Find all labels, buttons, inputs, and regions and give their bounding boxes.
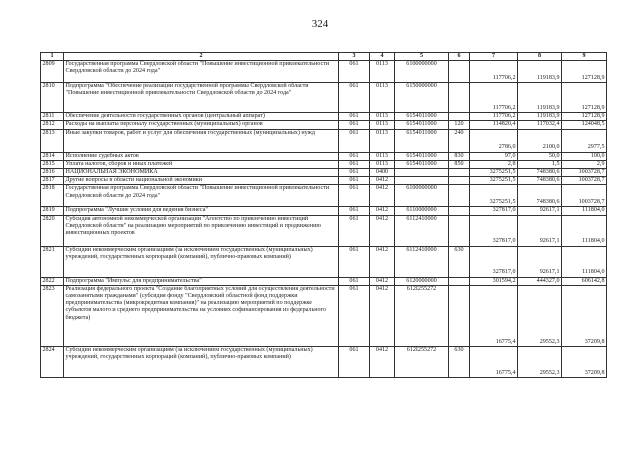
expense-type <box>449 177 470 185</box>
section-code: 0113 <box>370 129 395 152</box>
amount-year-3: 606142,8 <box>562 277 607 285</box>
section-code: 0113 <box>370 160 395 168</box>
amount-year-2: 444327,0 <box>518 277 562 285</box>
row-name: Расходы на выплаты персоналу государственных (муниципальных) органов <box>64 121 339 129</box>
target-code: 6112410000 <box>395 246 449 277</box>
amount-year-1: 3275251,5 <box>470 169 518 177</box>
amount-year-2: 119183,9 <box>518 113 562 121</box>
target-code <box>395 169 449 177</box>
section-code: 0412 <box>370 246 395 277</box>
row-number: 2822 <box>41 277 64 285</box>
target-code: 612I255272 <box>395 285 449 346</box>
amount-year-1: 117706,2 <box>470 83 518 113</box>
header-cell: 2 <box>64 53 339 61</box>
section-code: 0113 <box>370 61 395 83</box>
header-cell: 9 <box>562 53 607 61</box>
amount-year-2: 119183,9 <box>518 83 562 113</box>
row-name: Субсидии некоммерческим организациям (за исключением государственных (муниципальных) учреждений, государственных корпораций (компаний), публично-правовых компаний) <box>64 246 339 277</box>
amount-year-2: 2100,0 <box>518 129 562 152</box>
expense-type <box>449 215 470 246</box>
amount-year-3: 127128,9 <box>562 61 607 83</box>
table-row <box>41 285 607 346</box>
amount-year-2: 29552,3 <box>518 346 562 377</box>
target-code: 612I255272 <box>395 346 449 377</box>
table-row <box>41 160 607 168</box>
table-row <box>41 185 607 207</box>
table-row <box>41 169 607 177</box>
target-code: 6154011000 <box>395 152 449 160</box>
amount-year-3: 1003728,7 <box>562 177 607 185</box>
expense-type <box>449 169 470 177</box>
table-row <box>41 121 607 129</box>
expense-type <box>449 61 470 83</box>
row-number: 2823 <box>41 285 64 346</box>
amount-year-2: 748380,6 <box>518 169 562 177</box>
amount-year-1: 114820,4 <box>470 121 518 129</box>
amount-year-3: 1003728,7 <box>562 169 607 177</box>
table-row <box>41 277 607 285</box>
row-number: 2814 <box>41 152 64 160</box>
row-name: Подпрограмма "Обеспечение реализации государственной программы Свердловской области "Повышение инвестиционной привлекательности Свердловской области до 2024 года" <box>64 83 339 113</box>
admin-code: 061 <box>339 285 370 346</box>
expense-type: 120 <box>449 121 470 129</box>
section-code: 0113 <box>370 113 395 121</box>
table-row <box>41 129 607 152</box>
row-name: Другие вопросы в области национальной экономики <box>64 177 339 185</box>
row-name: Обеспечение деятельности государственных органов (центральный аппарат) <box>64 113 339 121</box>
expense-type <box>449 113 470 121</box>
amount-year-1: 97,0 <box>470 152 518 160</box>
amount-year-1: 117706,2 <box>470 113 518 121</box>
row-number: 2816 <box>41 169 64 177</box>
amount-year-3: 127128,9 <box>562 83 607 113</box>
section-code: 0412 <box>370 185 395 207</box>
section-code: 0113 <box>370 83 395 113</box>
amount-year-3: 111804,0 <box>562 215 607 246</box>
table-row <box>41 207 607 215</box>
row-name: Реализация федерального проекта "Создание благоприятных условий для осуществления деятельности самозанятыми гражданами" (субсидия фонду "Свердловский областной фонд поддержки предпринимательства (микрокредитная компания)" на реализацию мероприятий по поддержке субъектов малого и среднего предпринимательства на условиях софинансирования из федерального бюджета) <box>64 285 339 346</box>
table-row <box>41 177 607 185</box>
amount-year-1: 327817,0 <box>470 215 518 246</box>
target-code: 6120000000 <box>395 277 449 285</box>
amount-year-1: 2786,0 <box>470 129 518 152</box>
amount-year-2: 119183,9 <box>518 61 562 83</box>
table-row <box>41 346 607 377</box>
table-row <box>41 61 607 83</box>
row-number: 2813 <box>41 129 64 152</box>
header-row <box>41 53 607 61</box>
admin-code: 061 <box>339 277 370 285</box>
amount-year-2: 748380,6 <box>518 185 562 207</box>
row-number: 2811 <box>41 113 64 121</box>
amount-year-2: 92617,1 <box>518 215 562 246</box>
row-name: Субсидия автономной некоммерческой организации "Агентство по привлечению инвестиций Свердловской области" на реализацию мероприятий по привлечению инвестиций и продвижению инвестиционных проектов <box>64 215 339 246</box>
target-code: 6112410000 <box>395 215 449 246</box>
admin-code: 061 <box>339 113 370 121</box>
amount-year-1: 16775,4 <box>470 285 518 346</box>
expense-type <box>449 277 470 285</box>
expense-type <box>449 83 470 113</box>
amount-year-3: 2,9 <box>562 160 607 168</box>
section-code: 0113 <box>370 152 395 160</box>
header-cell: 1 <box>41 53 64 61</box>
amount-year-3: 124048,5 <box>562 121 607 129</box>
section-code: 0412 <box>370 346 395 377</box>
expense-type: 630 <box>449 346 470 377</box>
header-cell: 8 <box>518 53 562 61</box>
amount-year-1: 2,8 <box>470 160 518 168</box>
row-name: Подпрограмма "Лучшие условия для ведения бизнеса" <box>64 207 339 215</box>
expense-type <box>449 207 470 215</box>
admin-code: 061 <box>339 152 370 160</box>
amount-year-1: 301594,2 <box>470 277 518 285</box>
target-code <box>395 177 449 185</box>
target-code: 6110000000 <box>395 207 449 215</box>
amount-year-1: 3275251,5 <box>470 185 518 207</box>
target-code: 6150000000 <box>395 83 449 113</box>
row-number: 2819 <box>41 207 64 215</box>
row-number: 2820 <box>41 215 64 246</box>
header-cell: 6 <box>449 53 470 61</box>
row-number: 2809 <box>41 61 64 83</box>
section-code: 0113 <box>370 121 395 129</box>
amount-year-1: 3275251,5 <box>470 177 518 185</box>
section-code: 0412 <box>370 277 395 285</box>
row-name: Государственная программа Свердловской области "Повышение инвестиционной привлекательности Свердловской области до 2024 года" <box>64 185 339 207</box>
admin-code: 061 <box>339 169 370 177</box>
expense-type <box>449 285 470 346</box>
row-name: Уплата налогов, сборов и иных платежей <box>64 160 339 168</box>
amount-year-3: 2977,5 <box>562 129 607 152</box>
table-row <box>41 83 607 113</box>
row-name: Подпрограмма "Импульс для предпринимательства" <box>64 277 339 285</box>
admin-code: 061 <box>339 207 370 215</box>
amount-year-1: 117706,2 <box>470 61 518 83</box>
amount-year-3: 127128,9 <box>562 113 607 121</box>
budget-table <box>40 52 607 378</box>
amount-year-2: 1,5 <box>518 160 562 168</box>
row-name: НАЦИОНАЛЬНАЯ ЭКОНОМИКА <box>64 169 339 177</box>
row-number: 2812 <box>41 121 64 129</box>
admin-code: 061 <box>339 121 370 129</box>
section-code: 0412 <box>370 177 395 185</box>
row-number: 2821 <box>41 246 64 277</box>
expense-type: 240 <box>449 129 470 152</box>
amount-year-1: 16775,4 <box>470 346 518 377</box>
header-cell: 4 <box>370 53 395 61</box>
expense-type: 830 <box>449 152 470 160</box>
page-number: 324 <box>311 18 329 30</box>
header-cell: 7 <box>470 53 518 61</box>
table-row <box>41 152 607 160</box>
amount-year-3: 37209,8 <box>562 285 607 346</box>
amount-year-3: 111804,0 <box>562 246 607 277</box>
amount-year-3: 37209,8 <box>562 346 607 377</box>
row-number: 2824 <box>41 346 64 377</box>
header-cell: 5 <box>395 53 449 61</box>
target-code: 6154011000 <box>395 160 449 168</box>
amount-year-3: 1003728,7 <box>562 185 607 207</box>
admin-code: 061 <box>339 83 370 113</box>
row-name: Государственная программа Свердловской области "Повышение инвестиционной привлекательности Свердловской области до 2024 года" <box>64 61 339 83</box>
amount-year-3: 111804,0 <box>562 207 607 215</box>
amount-year-2: 748380,6 <box>518 177 562 185</box>
admin-code: 061 <box>339 246 370 277</box>
target-code: 6154011000 <box>395 121 449 129</box>
section-code: 0412 <box>370 285 395 346</box>
target-code: 6100000000 <box>395 61 449 83</box>
amount-year-2: 50,0 <box>518 152 562 160</box>
expense-type: 850 <box>449 160 470 168</box>
section-code: 0412 <box>370 207 395 215</box>
admin-code: 061 <box>339 160 370 168</box>
target-code: 6154011000 <box>395 113 449 121</box>
target-code: 6154011000 <box>395 129 449 152</box>
amount-year-3: 100,0 <box>562 152 607 160</box>
section-code: 0412 <box>370 215 395 246</box>
admin-code: 061 <box>339 177 370 185</box>
row-number: 2810 <box>41 83 64 113</box>
admin-code: 061 <box>339 215 370 246</box>
table-row <box>41 215 607 246</box>
row-name: Иные закупки товаров, работ и услуг для обеспечения государственных (муниципальных) нужд <box>64 129 339 152</box>
admin-code: 061 <box>339 61 370 83</box>
amount-year-2: 92617,1 <box>518 246 562 277</box>
amount-year-1: 327817,0 <box>470 246 518 277</box>
amount-year-2: 29552,3 <box>518 285 562 346</box>
table-row <box>41 246 607 277</box>
admin-code: 061 <box>339 185 370 207</box>
row-number: 2817 <box>41 177 64 185</box>
target-code: 6100000000 <box>395 185 449 207</box>
row-number: 2818 <box>41 185 64 207</box>
admin-code: 061 <box>339 129 370 152</box>
amount-year-1: 327817,0 <box>470 207 518 215</box>
expense-type: 630 <box>449 246 470 277</box>
row-name: Исполнение судебных актов <box>64 152 339 160</box>
header-cell: 3 <box>339 53 370 61</box>
section-code: 0400 <box>370 169 395 177</box>
admin-code: 061 <box>339 346 370 377</box>
table-row <box>41 113 607 121</box>
row-name: Субсидии некоммерческим организациям (за исключением государственных (муниципальных) учреждений, государственных корпораций (компаний), публично-правовых компаний) <box>64 346 339 377</box>
row-number: 2815 <box>41 160 64 168</box>
expense-type <box>449 185 470 207</box>
amount-year-2: 117032,4 <box>518 121 562 129</box>
table-body <box>41 53 607 378</box>
amount-year-2: 92617,1 <box>518 207 562 215</box>
